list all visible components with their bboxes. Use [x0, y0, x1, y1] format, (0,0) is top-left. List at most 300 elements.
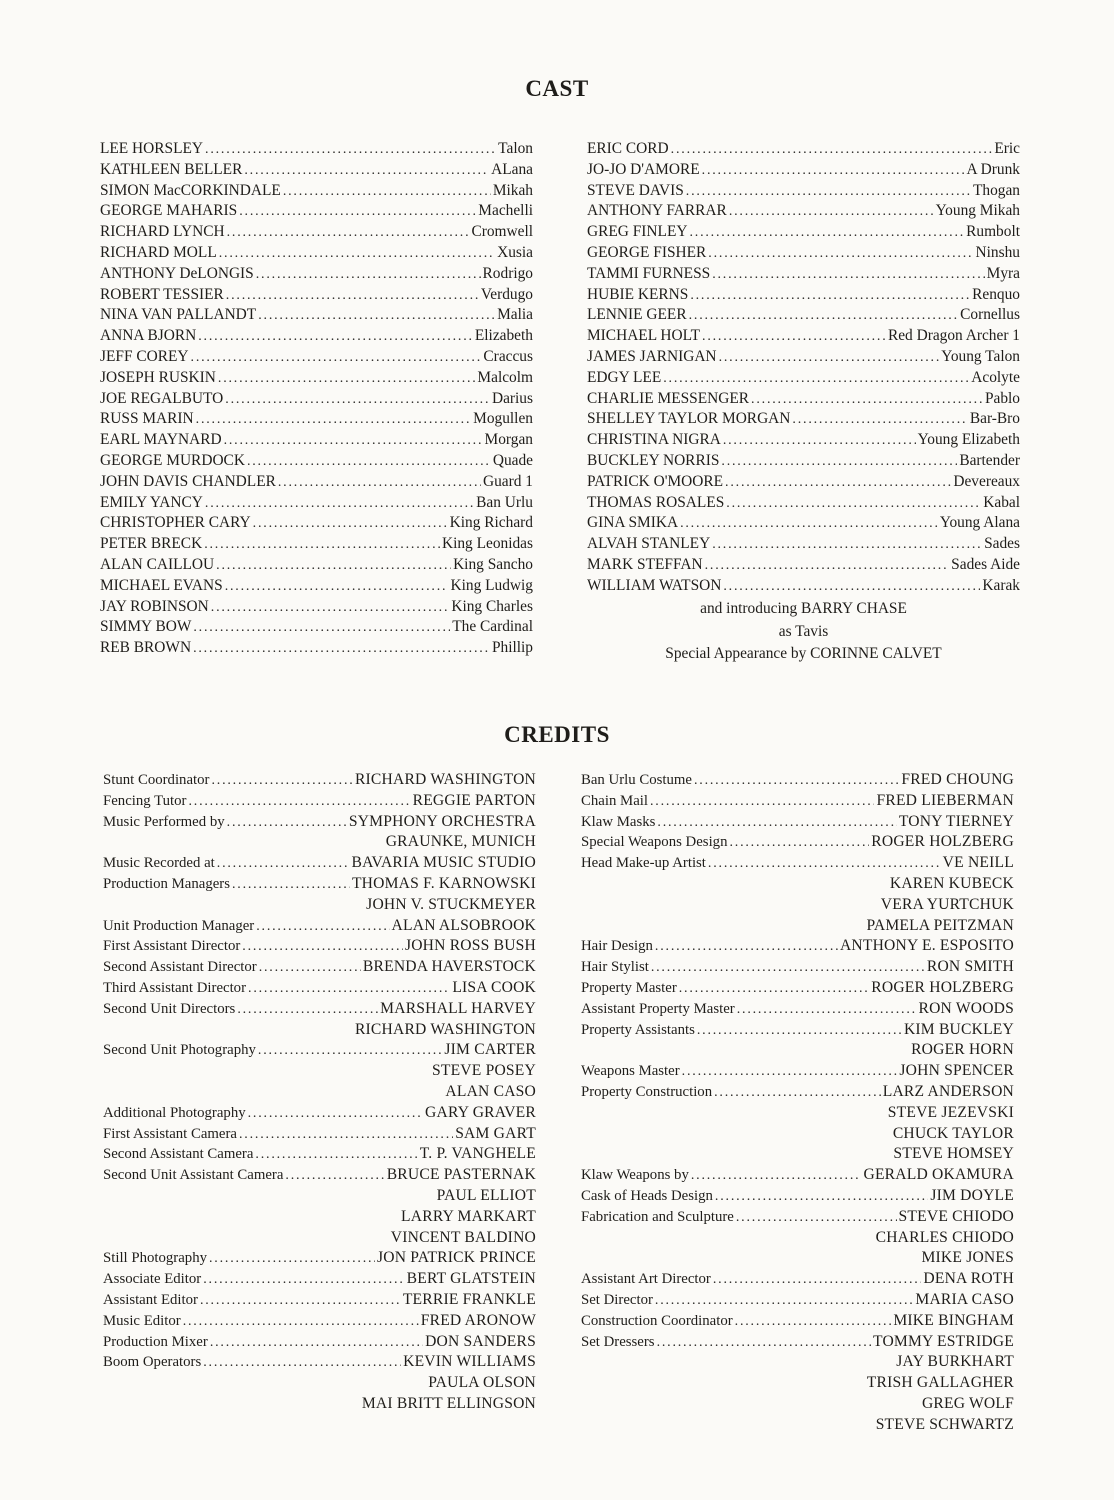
cast-row-name: GEORGE MURDOCK	[100, 451, 245, 469]
cast-row	[100, 409, 533, 430]
cast-row-name: HUBIE KERNS	[587, 285, 689, 303]
dot-leader	[686, 182, 971, 203]
cast-row	[587, 472, 1020, 493]
dot-leader	[702, 161, 965, 182]
dot-leader	[708, 854, 941, 875]
cast-row	[100, 389, 533, 410]
cast-row-value: Myra	[986, 264, 1020, 282]
dot-leader	[655, 937, 838, 958]
dot-leader	[721, 452, 957, 473]
dot-leader	[751, 390, 983, 411]
credit-row	[581, 1144, 1014, 1165]
cast-row-name: JO-JO D'AMORE	[587, 160, 700, 178]
dot-leader	[216, 556, 451, 577]
cast-row-value: Young Mikah	[935, 202, 1020, 220]
credit-row-name: Property Construction	[581, 1083, 713, 1100]
credits-list-right	[581, 770, 1014, 1436]
credit-row	[103, 1228, 536, 1249]
credit-row	[581, 1228, 1014, 1249]
credit-row	[581, 1373, 1014, 1394]
cast-row-value: Verdugo	[480, 285, 533, 303]
dot-leader	[729, 833, 869, 854]
credit-row-value: LARZ ANDERSON	[882, 1082, 1014, 1100]
credit-row-value: MIKE JONES	[921, 1249, 1014, 1267]
cast-row	[587, 139, 1020, 160]
cast-row	[587, 160, 1020, 181]
credit-row	[103, 916, 536, 937]
cast-row-name: REB BROWN	[100, 639, 192, 657]
credit-row	[103, 812, 536, 833]
cast-row-name: JAMES JARNIGAN	[587, 347, 717, 365]
cast-row-value: Thogan	[972, 181, 1020, 199]
cast-row-value: Ninshu	[975, 243, 1020, 261]
cast-row	[100, 617, 533, 638]
credit-row-value: VE NEILL	[942, 854, 1014, 872]
cast-row-name: ERIC CORD	[587, 140, 669, 157]
credit-row	[581, 1207, 1014, 1228]
cast-row-name: CHRISTOPHER CARY	[100, 514, 251, 532]
cast-row-value: King Ludwig	[450, 576, 533, 594]
credit-row	[581, 812, 1014, 833]
credit-row	[581, 874, 1014, 895]
cast-row-value: Karak	[982, 576, 1020, 594]
credit-row-value: ROGER HOLZBERG	[871, 978, 1014, 996]
credit-row-value: SYMPHONY ORCHESTRA	[348, 812, 536, 830]
credit-row	[581, 1040, 1014, 1061]
credit-row-name: First Assistant Camera	[103, 1125, 237, 1142]
dot-leader	[226, 286, 479, 307]
credit-row-name: Production Managers	[103, 875, 230, 892]
cast-row-value: King Charles	[451, 597, 533, 615]
credit-row-value: THOMAS F. KARNOWSKI	[351, 874, 536, 892]
dot-leader	[719, 348, 940, 369]
credit-row-value: STEVE SCHWARTZ	[875, 1415, 1014, 1433]
credit-row-value: VERA YURTCHUK	[880, 895, 1014, 913]
credit-row	[103, 978, 536, 999]
cast-row-value: Machelli	[478, 202, 533, 220]
credit-row-value: STEVE JEZEVSKI	[887, 1103, 1014, 1121]
dot-leader	[205, 140, 496, 161]
dot-leader	[188, 792, 410, 813]
cast-row-value: Red Dragon Archer 1	[887, 327, 1020, 345]
cast-row-value: Malcolm	[477, 368, 533, 386]
cast-row	[100, 264, 533, 285]
cast-row-value: Morgan	[484, 431, 533, 449]
cast-row-name: JAY ROBINSON	[100, 597, 209, 615]
cast-row-value: Mogullen	[473, 410, 533, 428]
credit-row	[103, 1124, 536, 1145]
credit-row-value: KEVIN WILLIAMS	[403, 1353, 536, 1371]
dot-leader	[248, 979, 450, 1000]
cast-row	[587, 389, 1020, 410]
credit-row	[103, 1082, 536, 1103]
credit-row	[581, 957, 1014, 978]
cast-row	[587, 555, 1020, 576]
cast-row-value: Renquo	[972, 285, 1020, 303]
cast-row-name: CHRISTINA NIGRA	[587, 431, 721, 449]
dot-leader	[225, 390, 490, 411]
cast-row-value: Eric	[994, 140, 1020, 157]
cast-row-value: Phillip	[491, 639, 533, 657]
credit-row-value: GRAUNKE, MUNICH	[385, 833, 536, 851]
credit-row-value: TRISH GALLAGHER	[866, 1374, 1014, 1392]
dot-leader	[244, 161, 489, 182]
credit-row-name: Unit Production Manager	[103, 917, 255, 934]
credit-row-value: KAREN KUBECK	[889, 874, 1014, 892]
credit-row-value: RON SMITH	[926, 958, 1014, 976]
credit-row	[581, 853, 1014, 874]
credit-row-name: Second Assistant Camera	[103, 1146, 254, 1163]
credit-row	[103, 1352, 536, 1373]
cast-row	[100, 139, 533, 160]
credit-row-name: Production Mixer	[103, 1333, 208, 1350]
dot-leader	[726, 494, 981, 515]
credit-row-name: Special Weapons Design	[581, 834, 728, 851]
dot-leader	[735, 1312, 892, 1333]
credit-row	[103, 1144, 536, 1165]
credit-row	[581, 1415, 1014, 1436]
cast-row-value: Quade	[492, 451, 533, 469]
cast-row-name: ANTHONY FARRAR	[587, 202, 727, 220]
special-appearance-line: Special Appearance by CORINNE CALVET	[665, 645, 942, 662]
credit-row-value: MIKE BINGHAM	[893, 1311, 1014, 1329]
credit-row	[103, 1103, 536, 1124]
credit-row-value: STEVE HOMSEY	[893, 1145, 1014, 1163]
credit-row	[103, 957, 536, 978]
cast-row-value: King Sancho	[453, 555, 533, 573]
credit-row-name: Third Assistant Director	[103, 979, 247, 996]
dot-leader	[247, 452, 491, 473]
dot-leader	[193, 639, 490, 660]
cast-row-value: Darius	[491, 389, 533, 407]
cast-row-name: GEORGE FISHER	[587, 243, 707, 261]
credit-row-name: Property Master	[581, 979, 677, 996]
credit-row-value: JOHN ROSS BUSH	[404, 937, 536, 955]
cast-row-name: NINA VAN PALLANDT	[100, 306, 257, 324]
credit-row-value: REGGIE PARTON	[412, 791, 536, 809]
cast-row	[100, 534, 533, 555]
cast-row-value: Devereaux	[953, 472, 1020, 490]
dot-leader	[253, 514, 448, 535]
credit-row	[103, 895, 536, 916]
dot-leader	[694, 771, 899, 792]
credit-row-value: TERRIE FRANKLE	[402, 1290, 536, 1308]
dot-leader	[691, 1166, 862, 1187]
dot-leader	[657, 1333, 871, 1354]
cast-row-value: Young Alana	[939, 514, 1020, 532]
credit-row	[581, 999, 1014, 1020]
credit-row	[103, 853, 536, 874]
credit-row-value: PAULA OLSON	[428, 1374, 536, 1392]
credit-row-name: Set Dressers	[581, 1333, 655, 1350]
credit-row-name: Klaw Weapons by	[581, 1167, 689, 1184]
credit-row	[581, 1269, 1014, 1290]
credit-row	[103, 1269, 536, 1290]
cast-row-value: Bar-Bro	[969, 410, 1020, 428]
credit-row	[103, 1040, 536, 1061]
credit-row-value: PAMELA PEITZMAN	[866, 916, 1014, 934]
credit-row-value: LARRY MARKART	[401, 1207, 536, 1225]
credit-row	[103, 999, 536, 1020]
dot-leader	[203, 1353, 401, 1374]
cast-row-name: KATHLEEN BELLER	[100, 160, 243, 178]
credit-row	[581, 1352, 1014, 1373]
dot-leader	[232, 875, 350, 896]
dot-leader	[211, 598, 450, 619]
cast-row-value: Bartender	[959, 451, 1020, 469]
dot-leader	[193, 618, 450, 639]
cast-row-value: Acolyte	[971, 368, 1020, 386]
cast-list-left	[100, 139, 533, 659]
dot-leader	[259, 958, 361, 979]
dot-leader	[239, 202, 476, 223]
credit-row	[581, 978, 1014, 999]
cast-row-name: GREG FINLEY	[587, 223, 688, 241]
credit-row-name: Second Unit Photography	[103, 1042, 256, 1059]
dot-leader	[702, 327, 886, 348]
as-tavis-line: as Tavis	[778, 622, 829, 640]
dot-leader	[256, 917, 389, 938]
cast-row-name: ALAN CAILLOU	[100, 555, 215, 573]
credit-row-name: Hair Stylist	[581, 959, 649, 976]
cast-row-name: LENNIE GEER	[587, 306, 687, 324]
cast-row-name: ANNA BJORN	[100, 327, 197, 345]
cast-row	[587, 181, 1020, 202]
credit-row	[103, 936, 536, 957]
dot-leader	[256, 265, 481, 286]
dot-leader	[239, 1125, 453, 1146]
cast-row	[587, 326, 1020, 347]
cast-row-name: ANTHONY DeLONGIS	[100, 264, 254, 282]
cast-row	[100, 472, 533, 493]
cast-row-value: Ban Urlu	[476, 493, 533, 511]
cast-row-name: PETER BRECK	[100, 535, 203, 553]
credit-row	[103, 874, 536, 895]
dot-leader	[242, 937, 403, 958]
cast-row-name: EMILY YANCY	[100, 493, 203, 511]
dot-leader	[657, 813, 896, 834]
credit-row-name: Ban Urlu Costume	[581, 772, 692, 788]
cast-row-value: Guard 1	[482, 472, 533, 490]
credit-row-value: SAM GART	[455, 1124, 536, 1142]
dot-leader	[183, 1312, 419, 1333]
credit-row-value: T. P. VANGHELE	[419, 1145, 536, 1163]
cast-row	[587, 576, 1020, 597]
credit-row-value: JAY BURKHART	[896, 1353, 1014, 1371]
cast-row-name: WILLIAM WATSON	[587, 576, 722, 594]
credit-row-name: Cask of Heads Design	[581, 1187, 713, 1204]
credit-row-name: Music Performed by	[103, 813, 225, 830]
dot-leader	[227, 223, 470, 244]
credit-row-value: LISA COOK	[452, 978, 536, 996]
dot-leader	[697, 1021, 902, 1042]
credit-row	[581, 936, 1014, 957]
dot-leader	[792, 410, 967, 431]
cast-row	[100, 430, 533, 451]
cast-row-value: Cromwell	[471, 223, 533, 241]
cast-row	[587, 305, 1020, 326]
cast-row-value: Sades	[984, 535, 1020, 553]
credit-row-value: ALAN ALSOBROOK	[391, 916, 536, 934]
cast-row	[587, 285, 1020, 306]
cast-row-value: Young Talon	[941, 347, 1020, 365]
credit-row-name: Fabrication and Sculpture	[581, 1208, 734, 1225]
credit-row-value: TONY TIERNEY	[898, 812, 1014, 830]
credit-row	[103, 1290, 536, 1311]
credit-row-name: Music Recorded at	[103, 855, 215, 872]
credit-row-name: Second Unit Assistant Camera	[103, 1167, 284, 1184]
dot-leader	[217, 854, 350, 875]
credit-row-value: RICHARD WASHINGTON	[354, 1020, 536, 1038]
cast-row	[100, 576, 533, 597]
cast-row	[587, 409, 1020, 430]
cast-row	[587, 493, 1020, 514]
credits-heading: CREDITS	[504, 722, 610, 747]
credit-row	[103, 1061, 536, 1082]
cast-introducing	[587, 598, 1020, 666]
credit-row-name: Music Editor	[103, 1312, 181, 1329]
dot-leader	[650, 792, 874, 813]
credit-row	[581, 916, 1014, 937]
dot-leader	[671, 140, 993, 161]
credit-row-value: BRENDA HAVERSTOCK	[362, 958, 536, 976]
credit-row-value: ROGER HORN	[911, 1041, 1014, 1059]
dot-leader	[196, 410, 471, 431]
credit-row	[103, 1332, 536, 1353]
cast-row	[100, 222, 533, 243]
credit-row-name: Additional Photography	[103, 1104, 246, 1121]
credit-row-value: CHARLES CHIODO	[875, 1228, 1014, 1246]
credit-row	[581, 1394, 1014, 1415]
credit-row-value: FRED ARONOW	[420, 1311, 536, 1329]
credit-row-value: DENA ROTH	[923, 1270, 1014, 1288]
credit-row	[581, 1124, 1014, 1145]
dot-leader	[712, 265, 984, 286]
credit-row	[581, 1020, 1014, 1041]
credit-row-name: Second Unit Directors	[103, 1000, 236, 1017]
dot-leader	[729, 202, 934, 223]
cast-row	[100, 305, 533, 326]
credit-row-value: BERT GLATSTEIN	[406, 1270, 536, 1288]
dot-leader	[682, 1062, 898, 1083]
credit-row-name: Property Assistants	[581, 1021, 695, 1038]
cast-row	[587, 222, 1020, 243]
dot-leader	[715, 1187, 928, 1208]
dot-leader	[689, 223, 964, 244]
cast-row	[587, 243, 1020, 264]
dot-leader	[723, 431, 916, 452]
dot-leader	[278, 473, 481, 494]
cast-row-name: ALVAH STANLEY	[587, 535, 711, 553]
cast-row-value: Young Elizabeth	[917, 431, 1020, 449]
credit-row	[581, 895, 1014, 916]
dot-leader	[224, 431, 483, 452]
dot-leader	[218, 369, 476, 390]
credit-row-name: Still Photography	[103, 1250, 207, 1267]
cast-row-name: MICHAEL HOLT	[587, 327, 701, 345]
credit-row	[581, 1103, 1014, 1124]
cast-row	[100, 160, 533, 181]
dot-leader	[209, 1249, 375, 1270]
credit-row	[581, 1311, 1014, 1332]
credit-row-value: MARSHALL HARVEY	[380, 999, 536, 1017]
cast-heading: CAST	[525, 76, 589, 101]
cast-row-name: JOSEPH RUSKIN	[100, 368, 216, 386]
cast-row-name: LEE HORSLEY	[100, 140, 204, 157]
dot-leader	[285, 1166, 384, 1187]
dot-leader	[191, 348, 482, 369]
cast-row	[587, 201, 1020, 222]
cast-row-name: ROBERT TESSIER	[100, 285, 224, 303]
cast-row-name: EDGY LEE	[587, 368, 662, 386]
cast-row-name: RICHARD MOLL	[100, 243, 217, 261]
credit-row-name: Stunt Coordinator	[103, 772, 210, 788]
cast-row-value: Mikah	[492, 181, 533, 199]
cast-row	[100, 243, 533, 264]
dot-leader	[689, 306, 959, 327]
dot-leader	[211, 771, 352, 792]
credit-row	[103, 1248, 536, 1269]
cast-row-name: GINA SMIKA	[587, 514, 679, 532]
credit-row	[103, 1373, 536, 1394]
credit-row-value: JOHN V. STUCKMEYER	[366, 895, 536, 913]
credit-row	[103, 791, 536, 812]
cast-row	[100, 368, 533, 389]
credit-row-value: ALAN CASO	[445, 1082, 536, 1100]
credit-row-name: Assistant Property Master	[581, 1000, 735, 1017]
cast-row	[100, 493, 533, 514]
cast-row-value: Xusia	[497, 243, 533, 261]
credit-row	[103, 1186, 536, 1207]
credit-row	[581, 770, 1014, 791]
cast-row	[100, 201, 533, 222]
cast-row-value: Sades Aide	[951, 555, 1020, 573]
credit-row	[581, 1186, 1014, 1207]
dot-leader	[690, 286, 970, 307]
credit-row-value: JOHN SPENCER	[899, 1062, 1014, 1080]
cast-row	[587, 347, 1020, 368]
cast-row	[100, 181, 533, 202]
dot-leader	[736, 1208, 897, 1229]
credit-row-value: GERALD OKAMURA	[863, 1166, 1014, 1184]
cast-row-value: ALana	[491, 160, 533, 178]
cast-row-value: Talon	[498, 140, 533, 157]
dot-leader	[204, 535, 440, 556]
credit-row-value: STEVE CHIODO	[898, 1207, 1014, 1225]
credit-row-name: Klaw Masks	[581, 813, 656, 830]
cast-row-name: MICHAEL EVANS	[100, 576, 223, 594]
cast-row	[587, 430, 1020, 451]
dot-leader	[225, 577, 449, 598]
credit-row-name: Associate Editor	[103, 1271, 202, 1288]
dot-leader	[651, 958, 925, 979]
credit-row-value: ROGER HOLZBERG	[871, 833, 1014, 851]
dot-leader	[258, 306, 495, 327]
dot-leader	[237, 1000, 378, 1021]
credit-row-name: Chain Mail	[581, 792, 648, 809]
credit-row-name: Assistant Editor	[103, 1291, 198, 1308]
credit-row-value: RON WOODS	[918, 999, 1014, 1017]
dot-leader	[712, 535, 982, 556]
cast-row-value: King Leonidas	[441, 535, 533, 553]
credit-row-value: FRED CHOUNG	[901, 771, 1014, 788]
cast-row	[100, 326, 533, 347]
cast-row-name: JOE REGALBUTO	[100, 389, 224, 407]
cast-row-name: RICHARD LYNCH	[100, 223, 225, 241]
credit-row-value: DON SANDERS	[425, 1332, 536, 1350]
credit-row-name: Second Assistant Director	[103, 959, 257, 976]
cast-row-name: SHELLEY TAYLOR MORGAN	[587, 410, 791, 428]
